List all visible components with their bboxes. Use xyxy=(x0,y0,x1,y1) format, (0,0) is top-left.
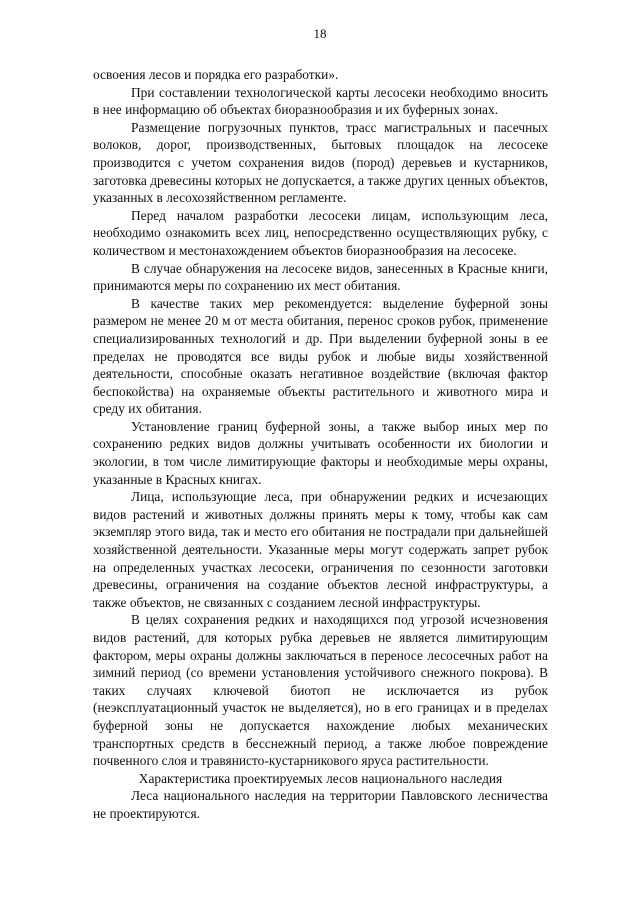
paragraph-winter-logging: В целях сохранения редких и находящихся под угрозой исчезновения видов растений, для которых рубка деревьев не является лимитирующим фактором, меры охраны должны заключаться в переносе лесосечных работ на зимний период (со времени установления устойчивого снежного покрова). В таких случаях ключевой биотоп не исключается из рубок (неэксплуатационный участок не выделяется), но в его границах и в пределах буферной зоны не допускается нахождение любых механических транспортных средств в бесснежный период, а также любое повреждение почвенного слоя и травянисто-кустарникового яруса растительности. xyxy=(93,612,548,769)
paragraph-buffer-zone-measures: В качестве таких мер рекомендуется: выделение буферной зоны размером не менее 20 м от места обитания, перенос сроков рубок, применение специализированных технологий и др. При выделении буферной зоны в ее пределах не проводятся все виды рубок и любые виды хозяйственной деятельности, способные оказать негативное воздействие (включая фактор беспокойства) на охраняемые объекты растительного и животного мира и среду их обитания. xyxy=(93,295,548,417)
section-heading: Характеристика проектируемых лесов национального наследия xyxy=(138,770,503,786)
page-number: 18 xyxy=(313,26,327,41)
paragraph-red-book-species: В случае обнаружения на лесосеке видов, занесенных в Красные книги, принимаются меры по сохранению их мест обитания. xyxy=(93,260,548,294)
paragraph-national-heritage: Леса национального наследия на территории Павловского лесничества не проектируются. xyxy=(93,788,548,821)
paragraph-loading-points: Размещение погрузочных пунктов, трасс магистральных и пасечных волоков, дорог, производственных, бытовых площадок на лесосеке производится с учетом сохранения видов (пород) деревьев и кустарников, заготовка древесины которых не допускается, а также других ценных объектов, указанных в лесохозяйственном регламенте. xyxy=(93,119,548,206)
paragraph-buffer-zone-boundaries: Установление границ буферной зоны, а также выбор иных мер по сохранению редких видов должны учитывать особенности их биологии и экологии, в том числе лимитирующие факторы и необходимые меры охраны, указанные в Красных книгах. xyxy=(93,418,548,487)
paragraph-forest-users: Лица, использующие леса, при обнаружении редких и исчезающих видов растений и животных должны принять меры к тому, чтобы как сам экземпляр этого вида, так и место его обитания не пострадали при дальнейшей хозяйственной деятельности. Указанные меры могут содержать запрет рубок на определенных участках лесосеки, ограничения по сезонности заготовки древесины, ограничения на создание объектов лесной инфраструктуры, а также объектов, не связанных с созданием лесной инфраструктуры. xyxy=(93,489,548,610)
paragraph-continuation: освоения лесов и порядка его разработки». xyxy=(93,67,339,82)
paragraph-before-development: Перед началом разработки лесосеки лицам, использующим леса, необходимо ознакомить всех лиц, непосредственно осуществляющих рубку, с количеством и местонахождением объектов биоразнообразия на лесосеке. xyxy=(93,207,548,258)
document-body xyxy=(93,66,548,823)
paragraph-technological-map: При составлении технологической карты лесосеки необходимо вносить в нее информацию об объектах биоразнообразия и их буферных зонах. xyxy=(93,84,548,118)
